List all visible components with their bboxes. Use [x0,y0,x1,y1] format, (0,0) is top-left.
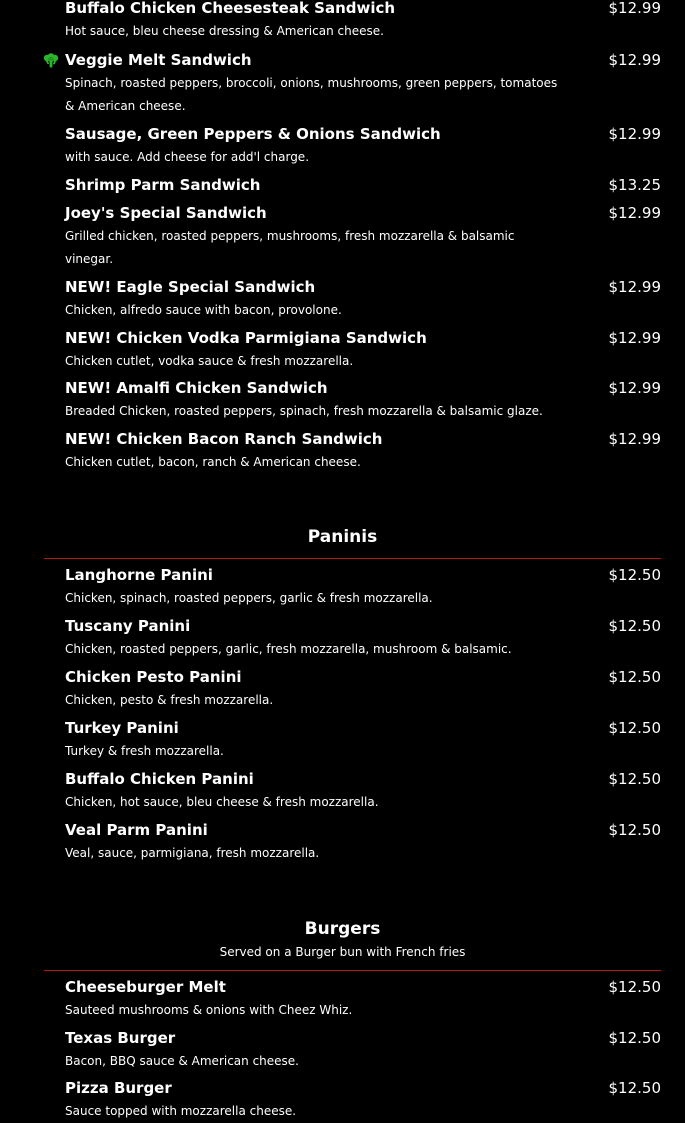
menu-item[interactable] [0,615,685,661]
item-description: Sauce topped with mozzarella cheese. [65,1104,297,1118]
menu-item[interactable] [0,564,685,610]
item-description: Chicken cutlet, vodka sauce & fresh mozzarella. [65,354,354,368]
item-name: Tuscany Panini [65,617,191,635]
item-name: Shrimp Parm Sandwich [65,176,261,194]
item-name: NEW! Eagle Special Sandwich [65,278,316,296]
item-price: $12.50 [608,978,661,996]
item-name: Chicken Pesto Panini [65,668,242,686]
item-description: Turkey & fresh mozzarella. [65,744,224,758]
item-description: Chicken, spinach, roasted peppers, garlic & fresh mozzarella. [65,591,433,605]
item-description: Veal, sauce, parmigiana, fresh mozzarella. [65,846,320,860]
sandwiches-section [0,0,685,474]
item-price: $12.50 [608,617,661,635]
item-description: Hot sauce, bleu cheese dressing & American cheese. [65,24,384,38]
item-name: Texas Burger [65,1029,176,1047]
item-name: NEW! Amalfi Chicken Sandwich [65,379,328,397]
section-title: Paninis [307,527,378,547]
item-price: $12.99 [608,379,661,397]
item-price: $13.25 [608,176,661,194]
item-price: $12.99 [608,0,661,17]
item-price: $12.99 [608,125,661,143]
section-title: Burgers [304,919,381,939]
item-name: Cheeseburger Melt [65,978,226,996]
item-description: Grilled chicken, roasted peppers, mushrooms, fresh mozzarella & balsamic vinegar. [65,229,515,266]
item-price: $12.50 [608,566,661,584]
menu-item[interactable] [0,1027,685,1073]
item-name: Turkey Panini [65,719,179,737]
item-price: $12.50 [608,1029,661,1047]
item-description: Chicken, alfredo sauce with bacon, provolone. [65,303,342,317]
item-name: NEW! Chicken Bacon Ranch Sandwich [65,430,383,448]
menu-item[interactable] [0,428,685,474]
item-description: Chicken, roasted peppers, garlic, fresh mozzarella, mushroom & balsamic. [65,642,512,656]
menu-item[interactable] [0,666,685,712]
menu-item[interactable] [0,377,685,423]
menu-item[interactable] [0,49,685,118]
menu-item[interactable] [0,819,685,865]
item-name: Buffalo Chicken Cheesesteak Sandwich [65,0,396,17]
broccoli-icon [42,53,60,69]
item-description: Bacon, BBQ sauce & American cheese. [65,1054,299,1068]
item-name: NEW! Chicken Vodka Parmigiana Sandwich [65,329,427,347]
item-name: Veal Parm Panini [65,821,208,839]
menu-item[interactable] [0,276,685,322]
burgers-section [0,917,685,1123]
item-price: $12.99 [608,329,661,347]
section-divider [44,970,661,971]
item-description: Chicken cutlet, bacon, ranch & American cheese. [65,455,361,469]
item-name: Joey's Special Sandwich [65,204,267,222]
item-name: Sausage, Green Peppers & Onions Sandwich [65,125,441,143]
section-divider [44,558,661,559]
item-name: Langhorne Panini [65,566,213,584]
item-description: Chicken, hot sauce, bleu cheese & fresh mozzarella. [65,795,379,809]
menu-item[interactable] [0,0,685,43]
item-price: $12.50 [608,821,661,839]
item-price: $12.50 [608,770,661,788]
menu-item[interactable] [0,327,685,373]
paninis-section [0,525,685,865]
item-description: Chicken, pesto & fresh mozzarella. [65,693,274,707]
menu-item[interactable] [0,768,685,814]
menu-item[interactable] [0,717,685,763]
item-name: Veggie Melt Sandwich [65,51,252,69]
item-description: Breaded Chicken, roasted peppers, spinach, fresh mozzarella & balsamic glaze. [65,404,543,418]
menu-item[interactable] [0,1077,685,1123]
item-price: $12.99 [608,51,661,69]
item-description: Sauteed mushrooms & onions with Cheez Whiz. [65,1003,353,1017]
menu-item[interactable] [0,202,685,271]
item-price: $12.99 [608,278,661,296]
item-price: $12.50 [608,719,661,737]
section-subtitle: Served on a Burger bun with French fries [219,945,466,959]
item-price: $12.50 [608,1079,661,1097]
menu-item[interactable] [0,976,685,1022]
item-name: Buffalo Chicken Panini [65,770,254,788]
item-name: Pizza Burger [65,1079,172,1097]
menu-item[interactable] [0,123,685,169]
item-price: $12.99 [608,430,661,448]
menu-item[interactable] [0,174,685,196]
item-price: $12.50 [608,668,661,686]
item-price: $12.99 [608,204,661,222]
item-description: Spinach, roasted peppers, broccoli, onions, mushrooms, green peppers, tomatoes & American cheese. [65,76,558,113]
item-description: with sauce. Add cheese for add'l charge. [65,150,310,164]
